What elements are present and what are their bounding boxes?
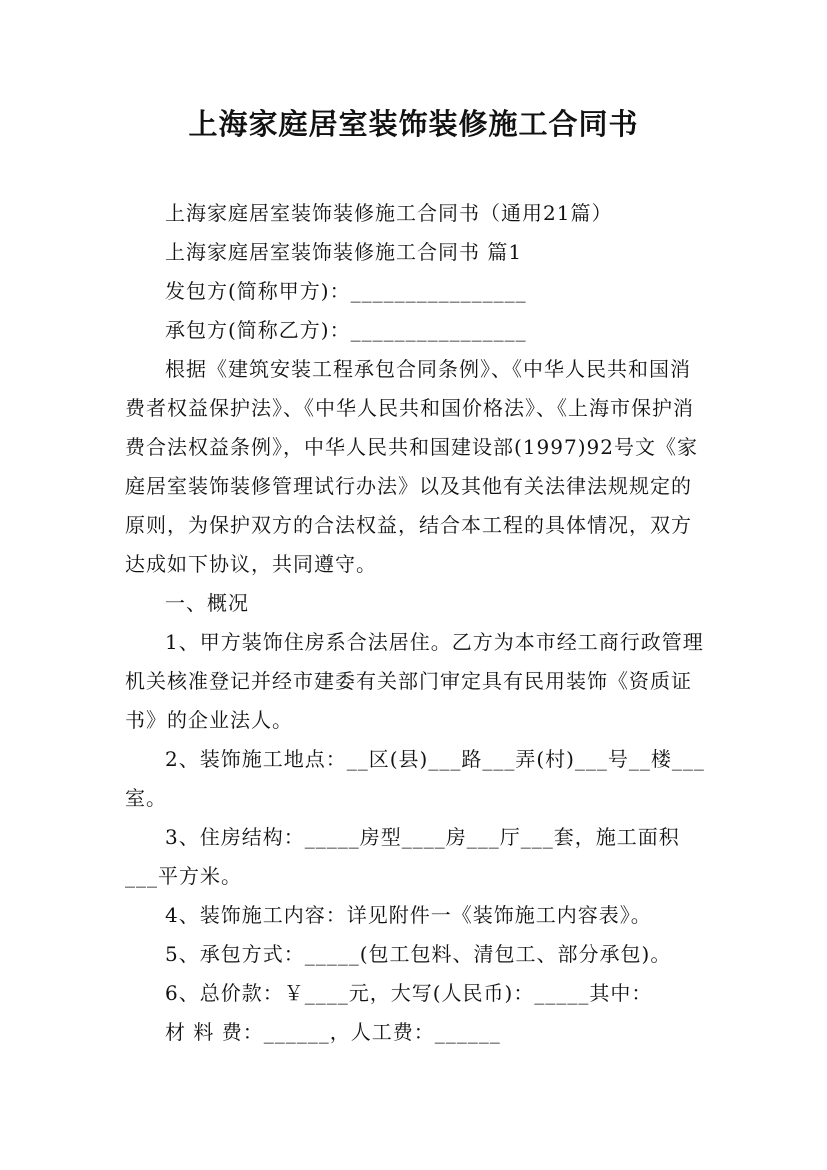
document-body bbox=[125, 194, 707, 1052]
paragraph-subtitle: 上海家庭居室装饰装修施工合同书（通用21篇） bbox=[165, 201, 613, 225]
paragraph-party-b: 承包方(简称乙方)：________________ bbox=[165, 318, 527, 342]
paragraph-clause-2: 2、装饰施工地点：__区(县)___路___弄(村)___号__楼___室。 bbox=[125, 747, 705, 810]
paragraph-clause-1: 1、甲方装饰住房系合法居住。乙方为本市经工商行政管理机关核准登记并经市建委有关部门审定具有民用装饰《资质证书》的企业法人。 bbox=[125, 630, 704, 732]
paragraph-clause-5: 5、承包方式：_____(包工包料、清包工、部分承包)。 bbox=[165, 942, 672, 966]
paragraph-overview-heading: 一、概况 bbox=[165, 591, 249, 615]
paragraph-fees: 材 料 费：______，人工费：______ bbox=[165, 1020, 501, 1044]
document-title: 上海家庭居室装饰装修施工合同书 bbox=[188, 107, 639, 141]
paragraph-clause-6: 6、总价款：￥____元，大写(人民币)：_____其中： bbox=[165, 981, 653, 1005]
paragraph-preamble: 根据《建筑安装工程承包合同条例》、《中华人民共和国消费者权益保护法》、《中华人民共和国价格法》、《上海市保护消费合法权益条例》，中华人民共和国建设部(1997)92号文《家庭居室装饰装修管理试行办法》以及其他有关法律法规规定的原则，为保护双方的合法权益，结合本工程的具体情况，双方达成如下协议，共同遵守。 bbox=[125, 357, 698, 576]
paragraph-clause-3: 3、住房结构：_____房型____房___厅___套，施工面积___平方米。 bbox=[125, 825, 680, 888]
paragraph-clause-4: 4、装饰施工内容：详见附件一《装饰施工内容表》。 bbox=[165, 903, 652, 927]
paragraph-section-heading: 上海家庭居室装饰装修施工合同书 篇1 bbox=[165, 240, 523, 264]
paragraph-party-a: 发包方(简称甲方)：________________ bbox=[165, 279, 527, 303]
